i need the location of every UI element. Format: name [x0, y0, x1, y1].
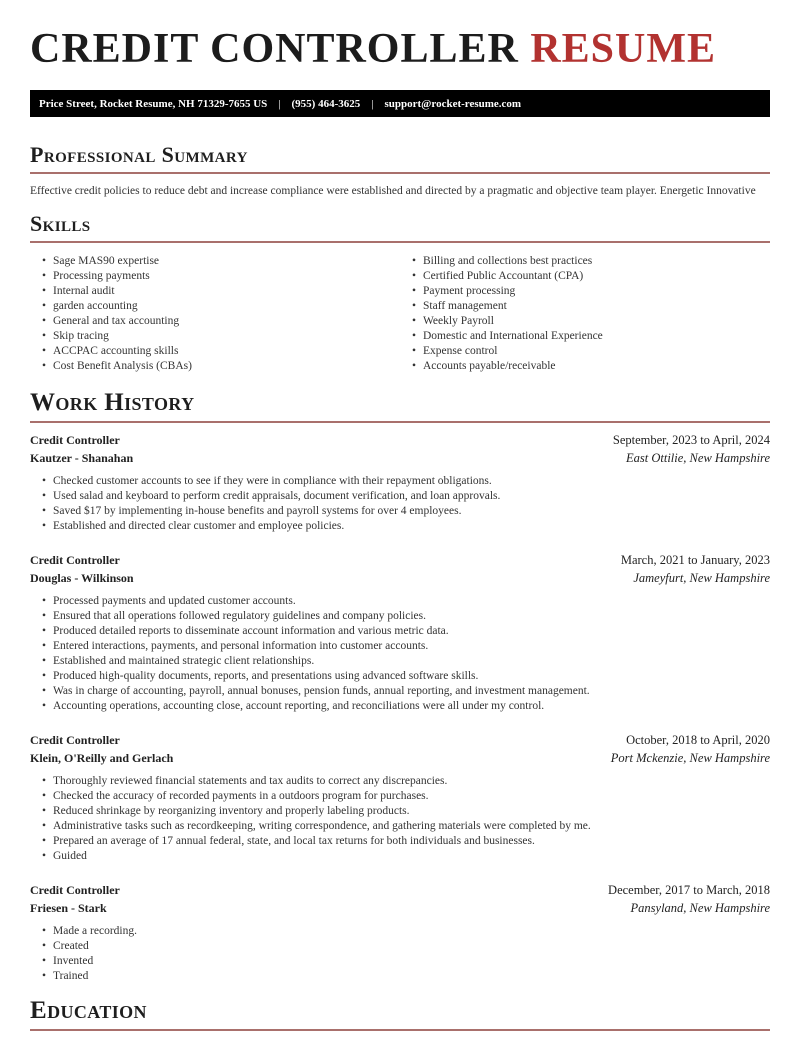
job-bullets [30, 924, 770, 984]
contact-separator: | [371, 97, 374, 110]
job-header [30, 731, 770, 767]
job-bullet-item: • Checked customer accounts to see if they were in compliance with their repayment obligations. [30, 474, 770, 489]
skill-item: • Skip tracing [30, 329, 400, 344]
section-rule [30, 172, 770, 174]
job-bullet-item: • Produced high-quality documents, reports, and presentations using advanced software skills. [30, 669, 770, 684]
job-dates: December, 2017 to March, 2018 [608, 883, 770, 897]
job-bullet-item: • Made a recording. [30, 924, 770, 939]
job-header-left [30, 731, 173, 767]
skill-item: • Sage MAS90 expertise [30, 254, 400, 269]
job-bullet-item: • Reduced shrinkage by reorganizing inventory and properly labeling products. [30, 804, 770, 819]
skill-item: • Expense control [400, 344, 770, 359]
job-bullet-item: • Saved $17 by implementing in-house benefits and payroll systems for over 4 employees. [30, 504, 770, 519]
skill-item: • Internal audit [30, 284, 400, 299]
job-header-left [30, 431, 133, 467]
skill-item: • Payment processing [400, 284, 770, 299]
job-entry [30, 551, 770, 714]
job-header-left [30, 881, 120, 917]
job-bullet-item: • Ensured that all operations followed regulatory guidelines and company policies. [30, 609, 770, 624]
section-heading-skills: Skills [30, 211, 91, 236]
skill-item: • Domestic and International Experience [400, 329, 770, 344]
job-bullet-item: • Checked the accuracy of recorded payments in a outdoors program for purchases. [30, 789, 770, 804]
skill-item: • Accounts payable/receivable [400, 359, 770, 374]
contact-phone: (955) 464-3625 [291, 97, 361, 110]
job-entry [30, 731, 770, 864]
summary-text: Effective credit policies to reduce debt and increase compliance were established and directed by a pragmatic and objective team player. Energetic Innovative [30, 185, 756, 197]
skill-item: • Weekly Payroll [400, 314, 770, 329]
job-bullets [30, 474, 770, 534]
job-bullet-item: • Created [30, 939, 770, 954]
job-bullet-item: • Guided [30, 849, 770, 864]
job-bullet-item: • Entered interactions, payments, and personal information into customer accounts. [30, 639, 770, 654]
job-bullet-item: • Processed payments and updated customer accounts. [30, 594, 770, 609]
resume-title-accent: RESUME [530, 26, 717, 72]
job-title: Credit Controller [30, 733, 120, 747]
contact-email: support@rocket-resume.com [384, 97, 522, 110]
section-heading-work-history: Work History [30, 389, 195, 416]
job-location: East Ottilie, New Hampshire [626, 451, 770, 465]
job-bullet-item: • Invented [30, 954, 770, 969]
job-bullets [30, 774, 770, 864]
job-bullet-item: • Established and maintained strategic client relationships. [30, 654, 770, 669]
job-header [30, 881, 770, 917]
job-header-right [621, 551, 770, 587]
job-location: Pansyland, New Hampshire [630, 901, 770, 915]
section-heading-summary: Professional Summary [30, 142, 248, 167]
section-heading-education: Education [30, 997, 147, 1024]
job-header [30, 431, 770, 467]
job-dates: September, 2023 to April, 2024 [612, 433, 770, 447]
job-title: Credit Controller [30, 553, 120, 567]
resume-title-primary: CREDIT CONTROLLER [30, 26, 519, 72]
skill-item: • Processing payments [30, 269, 400, 284]
section-rule [30, 241, 770, 243]
skills-columns [30, 254, 770, 374]
skill-item: • General and tax accounting [30, 314, 400, 329]
job-header-left [30, 551, 134, 587]
job-bullet-item: • Was in charge of accounting, payroll, annual bonuses, pension funds, annual reporting, and investment management. [30, 684, 770, 699]
job-header-right [611, 731, 770, 767]
spacer [519, 26, 531, 72]
skills-column-right [400, 254, 770, 374]
skill-item: • Cost Benefit Analysis (CBAs) [30, 359, 400, 374]
job-header-right [613, 431, 770, 467]
job-bullet-item: • Thoroughly reviewed financial statements and tax audits to correct any discrepancies. [30, 774, 770, 789]
job-bullet-item: • Produced detailed reports to disseminate account information and various metric data. [30, 624, 770, 639]
resume-title [30, 28, 770, 70]
job-header-right [608, 881, 770, 917]
skill-item: • Certified Public Accountant (CPA) [400, 269, 770, 284]
work-history-jobs [30, 431, 770, 984]
skill-item: • garden accounting [30, 299, 400, 314]
job-company: Kautzer - Shanahan [30, 451, 134, 465]
job-title: Credit Controller [30, 433, 120, 447]
job-bullet-item: • Administrative tasks such as recordkeeping, writing correspondence, and gathering materials were completed by me. [30, 819, 770, 834]
job-company: Friesen - Stark [30, 901, 107, 915]
skills-column-left [30, 254, 400, 374]
job-entry [30, 881, 770, 984]
contact-bar [30, 90, 770, 117]
job-bullets [30, 594, 770, 714]
job-bullet-item: • Prepared an average of 17 annual federal, state, and local tax returns for both individuals and businesses. [30, 834, 770, 849]
job-title: Credit Controller [30, 883, 120, 897]
job-entry [30, 431, 770, 534]
skill-item: • Billing and collections best practices [400, 254, 770, 269]
job-bullet-item: • Accounting operations, accounting close, account reporting, and reconciliations were all under my control. [30, 699, 770, 714]
section-rule [30, 1029, 770, 1031]
job-dates: October, 2018 to April, 2020 [626, 733, 770, 747]
skill-item: • Staff management [400, 299, 770, 314]
skill-item: • ACCPAC accounting skills [30, 344, 400, 359]
contact-address: Price Street, Rocket Resume, NH 71329-7655 US [39, 97, 268, 110]
job-bullet-item: • Trained [30, 969, 770, 984]
contact-separator: | [278, 97, 281, 110]
job-company: Klein, O'Reilly and Gerlach [30, 751, 174, 765]
job-company: Douglas - Wilkinson [30, 571, 134, 585]
job-header [30, 551, 770, 587]
job-location: Port Mckenzie, New Hampshire [610, 751, 770, 765]
resume-page [0, 28, 800, 1031]
job-dates: March, 2021 to January, 2023 [620, 553, 770, 567]
section-rule [30, 421, 770, 423]
job-location: Jameyfurt, New Hampshire [633, 571, 770, 585]
job-bullet-item: • Established and directed clear customer and employee policies. [30, 519, 770, 534]
job-bullet-item: • Used salad and keyboard to perform credit appraisals, document verification, and loan approvals. [30, 489, 770, 504]
